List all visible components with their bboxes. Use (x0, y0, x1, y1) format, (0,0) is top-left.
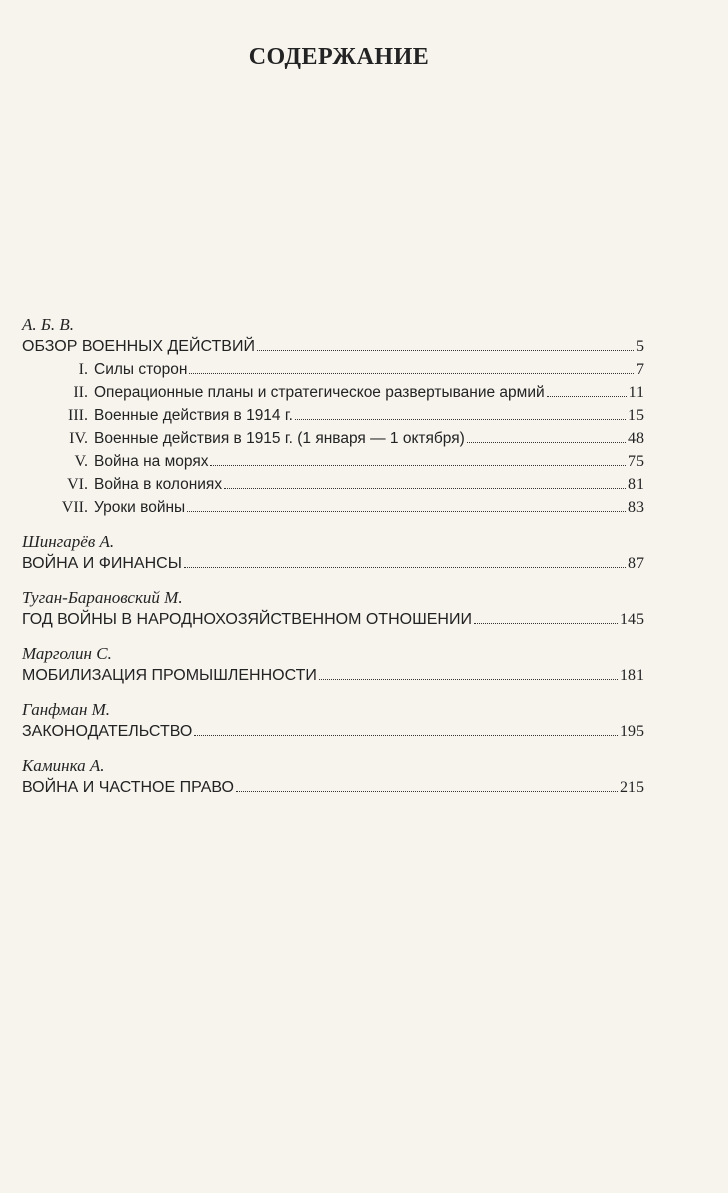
entry-title: Военные действия в 1914 г. (94, 407, 293, 424)
author-name: Каминка А. (22, 756, 105, 775)
page-number: 48 (628, 430, 644, 447)
dot-leader (210, 465, 626, 466)
entry-title: ВОЙНА И ЧАСТНОЕ ПРАВО (22, 779, 234, 796)
author-name: Шингарёв А. (22, 532, 115, 551)
chapter-number: I. (78, 361, 88, 378)
toc-subentry[interactable] (22, 381, 644, 404)
author-name: Туган-Барановский М. (22, 588, 183, 607)
chapter-number: III. (68, 407, 88, 424)
toc-section (22, 531, 644, 575)
toc-entry[interactable] (22, 608, 644, 631)
dot-leader (547, 396, 627, 397)
page-number: 195 (620, 723, 644, 740)
page-number: 181 (620, 667, 644, 684)
toc-subentry[interactable] (22, 496, 644, 519)
toc-section (22, 314, 644, 519)
page-number: 83 (628, 499, 644, 516)
toc-section (22, 699, 644, 743)
entry-title: МОБИЛИЗАЦИЯ ПРОМЫШЛЕННОСТИ (22, 667, 317, 684)
toc-subentry[interactable] (22, 473, 644, 496)
entry-title: Военные действия в 1915 г. (1 января — 1 октября) (94, 430, 465, 447)
entry-title: Силы сторон (94, 361, 188, 378)
toc-subentry[interactable] (22, 404, 644, 427)
entry-title: Война на морях (94, 453, 209, 470)
page-number: 75 (628, 453, 644, 470)
page-number: 11 (628, 384, 644, 401)
entry-title: ОБЗОР ВОЕННЫХ ДЕЙСТВИЙ (22, 338, 255, 355)
page-number: 145 (620, 611, 644, 628)
dot-leader (194, 735, 618, 736)
dot-leader (474, 623, 618, 624)
chapter-number: IV. (69, 430, 88, 447)
dot-leader (295, 419, 626, 420)
table-of-contents (22, 310, 644, 799)
toc-entry[interactable] (22, 776, 644, 799)
entry-title: ЗАКОНОДАТЕЛЬСТВО (22, 723, 193, 740)
page-number: 215 (620, 779, 644, 796)
toc-subentry[interactable] (22, 450, 644, 473)
dot-leader (257, 350, 634, 351)
toc-entry[interactable] (22, 335, 644, 358)
author-name: А. Б. В. (22, 315, 75, 334)
dot-leader (224, 488, 626, 489)
chapter-number: II. (73, 384, 88, 401)
page-number: 5 (636, 338, 644, 355)
entry-title: ГОД ВОЙНЫ В НАРОДНОХОЗЯЙСТВЕННОМ ОТНОШЕНИИ (22, 611, 472, 628)
dot-leader (187, 511, 626, 512)
page-number: 15 (628, 407, 644, 424)
dot-leader (236, 791, 618, 792)
entry-title: Операционные планы и стратегическое развертывание армий (94, 384, 545, 401)
toc-entry[interactable] (22, 552, 644, 575)
toc-entry[interactable] (22, 720, 644, 743)
toc-section (22, 587, 644, 631)
page-number: 87 (628, 555, 644, 572)
page-number: 81 (628, 476, 644, 493)
dot-leader (184, 567, 626, 568)
toc-entry[interactable] (22, 664, 644, 687)
toc-subentry[interactable] (22, 427, 644, 450)
chapter-number: VI. (67, 476, 88, 493)
toc-subentry[interactable] (22, 358, 644, 381)
toc-section (22, 643, 644, 687)
page-number: 7 (636, 361, 644, 378)
toc-section (22, 755, 644, 799)
author-name: Марголин С. (22, 644, 112, 663)
entry-title: ВОЙНА И ФИНАНСЫ (22, 555, 182, 572)
entry-title: Война в колониях (94, 476, 223, 493)
dot-leader (467, 442, 626, 443)
chapter-number: VII. (61, 499, 88, 516)
author-name: Ганфман М. (22, 700, 111, 719)
dot-leader (319, 679, 618, 680)
page-title: СОДЕРЖАНИЕ (248, 44, 430, 70)
chapter-number: V. (74, 453, 88, 470)
dot-leader (189, 373, 634, 374)
entry-title: Уроки войны (94, 499, 186, 516)
